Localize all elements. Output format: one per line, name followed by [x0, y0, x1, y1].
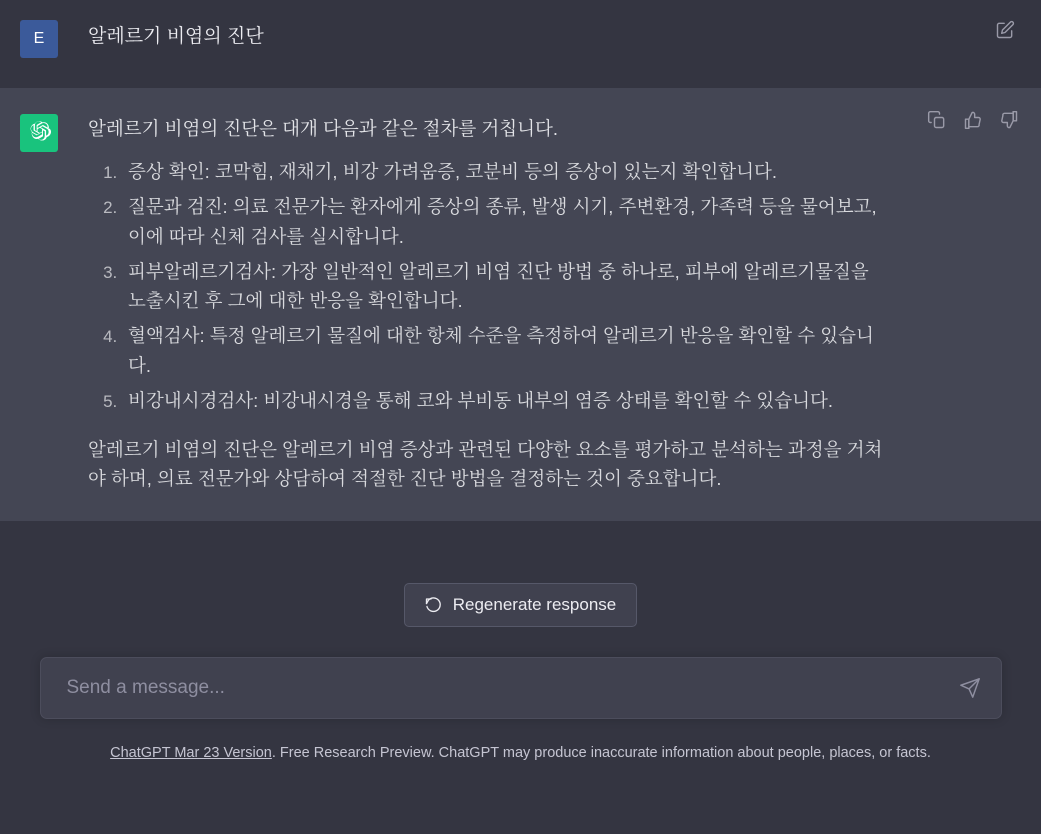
message-input-wrapper[interactable] — [40, 657, 1002, 719]
refresh-icon — [425, 596, 443, 614]
composer-area — [0, 521, 1041, 834]
avatar-assistant — [20, 114, 58, 152]
list-item: 5. 비강내시경검사: 비강내시경을 통해 코와 부비동 내부의 염증 상태를 확인할 수 있습니다. — [122, 386, 888, 415]
avatar-user — [20, 20, 58, 58]
assistant-outro: 알레르기 비염의 진단은 알레르기 비염 증상과 관련된 다양한 요소를 평가하고 분석하는 과정을 거쳐야 하며, 의료 전문가와 상담하여 적절한 진단 방법을 결정하는 것이 중요합니다. — [88, 438, 883, 490]
message-input[interactable] — [41, 677, 1001, 699]
version-link[interactable]: ChatGPT Mar 23 Version — [110, 745, 272, 762]
thumbs-up-icon[interactable] — [963, 110, 983, 130]
pencil-square-icon[interactable] — [995, 20, 1015, 40]
assistant-intro: 알레르기 비염의 진단은 대개 다음과 같은 절차를 거칩니다. — [88, 118, 559, 139]
assistant-steps-list — [88, 157, 888, 415]
assistant-action-bar — [927, 110, 1019, 130]
list-item: 4. 혈액검사: 특정 알레르기 물질에 대한 항체 수준을 측정하여 알레르기 반응을 확인할 수 있습니다. — [122, 321, 888, 379]
copy-icon[interactable] — [927, 110, 947, 130]
send-icon[interactable] — [959, 677, 981, 699]
assistant-message-body — [58, 110, 888, 493]
user-message-row — [0, 0, 1041, 88]
regenerate-response-label: Regenerate response — [452, 595, 617, 615]
thumbs-down-icon[interactable] — [999, 110, 1019, 130]
openai-logo-icon — [27, 119, 51, 148]
assistant-message-row — [0, 88, 1041, 521]
list-item: 3. 피부알레르기검사: 가장 일반적인 알레르기 비염 진단 방법 중 하나로, 피부에 알레르기물질을 노출시킨 후 그에 대한 반응을 확인합니다. — [122, 257, 888, 315]
regenerate-response-button[interactable] — [404, 583, 638, 627]
avatar-initial: E — [33, 30, 45, 47]
footer-note — [0, 745, 1041, 761]
list-item: 2. 질문과 검진: 의료 전문가는 환자에게 증상의 종류, 발생 시기, 주변환경, 가족력 등을 물어보고, 이에 따라 신체 검사를 실시합니다. — [122, 192, 888, 250]
footer-rest-text: . Free Research Preview. ChatGPT may produce inaccurate information about people, places, or facts. — [271, 745, 931, 762]
list-item: 1. 증상 확인: 코막힘, 재채기, 비강 가려움증, 코분비 등의 증상이 있는지 확인합니다. — [122, 157, 888, 186]
user-message-text: 알레르기 비염의 진단 — [88, 26, 264, 47]
